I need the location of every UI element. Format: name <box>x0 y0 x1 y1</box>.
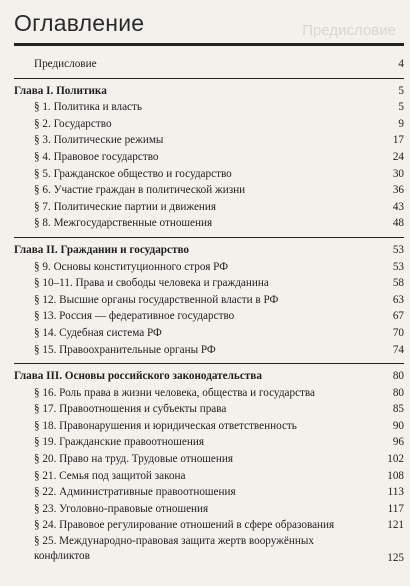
toc-entry-page: 96 <box>392 436 404 449</box>
toc-entry[interactable] <box>14 166 404 183</box>
toc-entry[interactable] <box>14 275 404 292</box>
toc-entry-label: § 6. Участие граждан в политической жизни <box>34 184 246 197</box>
toc-entry-page: 80 <box>392 386 404 399</box>
toc-entry-page: 9 <box>398 117 404 130</box>
toc-entry[interactable] <box>14 132 404 149</box>
chapter-heading[interactable] <box>14 242 404 259</box>
toc-entry-label: § 19. Гражданские правоотношения <box>34 436 204 449</box>
toc-entry-page: 36 <box>392 184 404 197</box>
toc-entry[interactable] <box>14 342 404 359</box>
bleed-through-text: Предисловие <box>302 22 396 39</box>
chapter-page: 80 <box>392 370 404 383</box>
toc-entry[interactable] <box>14 149 404 166</box>
chapter-title: Глава II. Гражданин и государство <box>14 243 190 256</box>
toc-entry[interactable] <box>14 484 404 501</box>
chapter-heading[interactable] <box>14 368 404 385</box>
section-divider <box>14 237 404 238</box>
toc-entry[interactable] <box>14 308 404 325</box>
toc-entry-page: 53 <box>392 260 404 273</box>
title-underline <box>14 43 404 46</box>
toc-entry[interactable] <box>14 215 404 232</box>
chapter-title: Глава III. Основы российского законодательства <box>14 370 262 383</box>
toc-entry-page: 67 <box>392 310 404 323</box>
toc-entry-page: 5 <box>398 101 404 114</box>
toc-entry-page: 85 <box>392 403 404 416</box>
toc-entry-label: § 12. Высшие органы государственной власти в РФ <box>34 293 279 306</box>
toc-entry-label: § 1. Политика и власть <box>34 101 143 114</box>
toc-entry-page: 113 <box>387 486 404 499</box>
toc-entry[interactable] <box>14 434 404 451</box>
toc-entry[interactable] <box>14 116 404 133</box>
toc-entry-page: 102 <box>387 453 404 466</box>
toc-entry[interactable] <box>14 517 404 534</box>
toc-entry-page: 90 <box>392 419 404 432</box>
toc-entry-label: § 16. Роль права в жизни человека, общества и государства <box>34 386 316 399</box>
toc-entry[interactable] <box>14 401 404 418</box>
toc-entry[interactable] <box>14 292 404 309</box>
toc-entry-page: 108 <box>387 469 404 482</box>
toc-entry-page: 63 <box>392 293 404 306</box>
toc-entry-label: § 3. Политические режимы <box>34 134 164 147</box>
toc-entry-label: § 18. Правонарушения и юридическая ответственность <box>34 419 297 432</box>
toc-entry-label: § 22. Административные правоотношения <box>34 486 236 499</box>
toc-entry[interactable] <box>14 259 404 276</box>
table-of-contents <box>14 56 404 566</box>
chapter-page: 53 <box>392 243 404 256</box>
toc-entry-label: § 15. Правоохранительные органы РФ <box>34 343 216 356</box>
toc-entry-page: 30 <box>392 167 404 180</box>
toc-entry-page: 58 <box>392 277 404 290</box>
toc-entry-page: 125 <box>387 552 404 565</box>
toc-entry-page: 43 <box>392 200 404 213</box>
section-divider <box>14 363 404 364</box>
toc-entry[interactable] <box>14 182 404 199</box>
toc-entry[interactable] <box>14 418 404 435</box>
page-title: Оглавление <box>14 10 145 36</box>
toc-entry[interactable] <box>14 199 404 216</box>
toc-entry-label: § 4. Правовое государство <box>34 150 159 163</box>
toc-entry-page: 48 <box>392 217 404 230</box>
toc-entry-label: § 17. Правоотношения и субъекты права <box>34 403 227 416</box>
toc-entry-label: § 9. Основы конституционного строя РФ <box>34 260 229 273</box>
toc-entry[interactable] <box>14 468 404 485</box>
toc-entry-page: 117 <box>387 502 404 515</box>
toc-entry-label: § 20. Право на труд. Трудовые отношения <box>34 453 234 466</box>
toc-entry-label: § 2. Государство <box>34 117 112 130</box>
toc-entry-page: 24 <box>392 150 404 163</box>
toc-entry[interactable] <box>14 451 404 468</box>
toc-entry-label: § 7. Политические партии и движения <box>34 200 217 213</box>
toc-entry[interactable] <box>14 501 404 518</box>
chapter-title: Глава I. Политика <box>14 84 107 97</box>
section-divider <box>14 78 404 79</box>
toc-entry-page: 4 <box>398 58 404 70</box>
toc-entry-label: § 8. Межгосударственные отношения <box>34 217 213 230</box>
toc-entry-page: 17 <box>392 134 404 147</box>
chapter-heading[interactable] <box>14 83 404 100</box>
toc-entry[interactable] <box>14 325 404 342</box>
toc-entry[interactable] <box>14 385 404 402</box>
toc-entry-label: § 14. Судебная система РФ <box>34 326 162 339</box>
toc-entry-label: § 25. Международно-правовая защита жертв вооружённых конфликтов <box>34 535 314 563</box>
toc-entry-page: 121 <box>387 519 404 532</box>
toc-entry-page: 74 <box>392 343 404 356</box>
toc-entry-label: § 10–11. Права и свободы человека и гражданина <box>34 277 269 290</box>
toc-entry-label: § 23. Уголовно-правовые отношения <box>34 502 209 515</box>
toc-entry-label: § 24. Правовое регулирование отношений в сфере образования <box>34 519 335 532</box>
toc-entry-label: § 13. Россия — федеративное государство <box>34 310 235 323</box>
toc-entry[interactable] <box>14 534 404 566</box>
toc-entry-label: § 5. Гражданское общество и государство <box>34 167 232 180</box>
toc-entry-page: 70 <box>392 326 404 339</box>
toc-entry-label: Предисловие <box>34 58 97 70</box>
toc-entry-label: § 21. Семья под защитой закона <box>34 469 186 482</box>
toc-entry[interactable] <box>14 99 404 116</box>
chapter-page: 5 <box>398 84 404 97</box>
toc-entry-preface[interactable] <box>14 56 404 73</box>
